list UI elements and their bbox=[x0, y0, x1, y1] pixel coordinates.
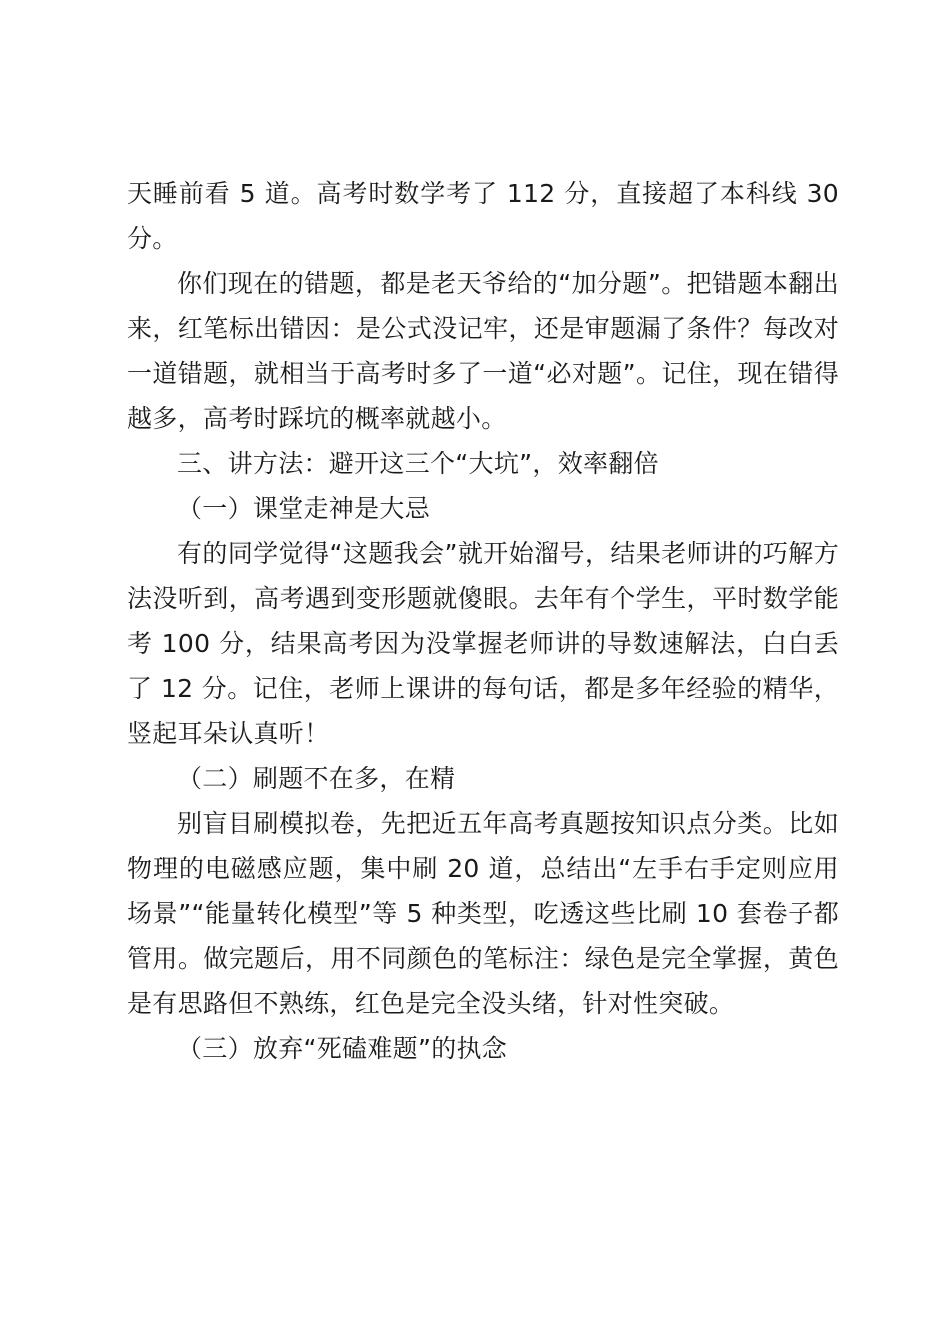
paragraph-practice: 别盲目刷模拟卷，先把近五年高考真题按知识点分类。比如物理的电磁感应题，集中刷 20 道，总结出“左手右手定则应用场景”“能量转化模型”等 5 种类型，吃透这些比刷 10 套卷子都管用。做完题后，用不同颜色的笔标注：绿色是完全掌握，黄色是有思路但不熟练，红色是完全没头绪，针对性突破。 bbox=[127, 809, 839, 1018]
paragraph-mistakes: 你们现在的错题，都是老天爷给的“加分题”。把错题本翻出来，红笔标出错因：是公式没记牢，还是审题漏了条件？每改对一道错题，就相当于高考时多了一道“必对题”。记住，现在错得越多，高考时踩坑的概率就越小。 bbox=[127, 269, 839, 433]
subheading-2: （二）刷题不在多，在精 bbox=[177, 764, 456, 793]
subheading-3: （三）放弃“死磕难题”的执念 bbox=[177, 1034, 508, 1063]
subheading-1: （一）课堂走神是大忌 bbox=[177, 494, 431, 523]
document-body bbox=[127, 171, 839, 1071]
paragraph-classroom: 有的同学觉得“这题我会”就开始溜号，结果老师讲的巧解方法没听到，高考遇到变形题就傻眼。去年有个学生，平时数学能考 100 分，结果高考因为没掌握老师讲的导数速解法，白白丢了 12 分。记住，老师上课讲的每句话，都是多年经验的精华，竖起耳朵认真听！ bbox=[127, 539, 839, 748]
section-heading-methods: 三、讲方法：避开这三个“大坑”，效率翻倍 bbox=[177, 449, 659, 478]
paragraph-continuation: 天睡前看 5 道。高考时数学考了 112 分，直接超了本科线 30 分。 bbox=[127, 179, 839, 253]
